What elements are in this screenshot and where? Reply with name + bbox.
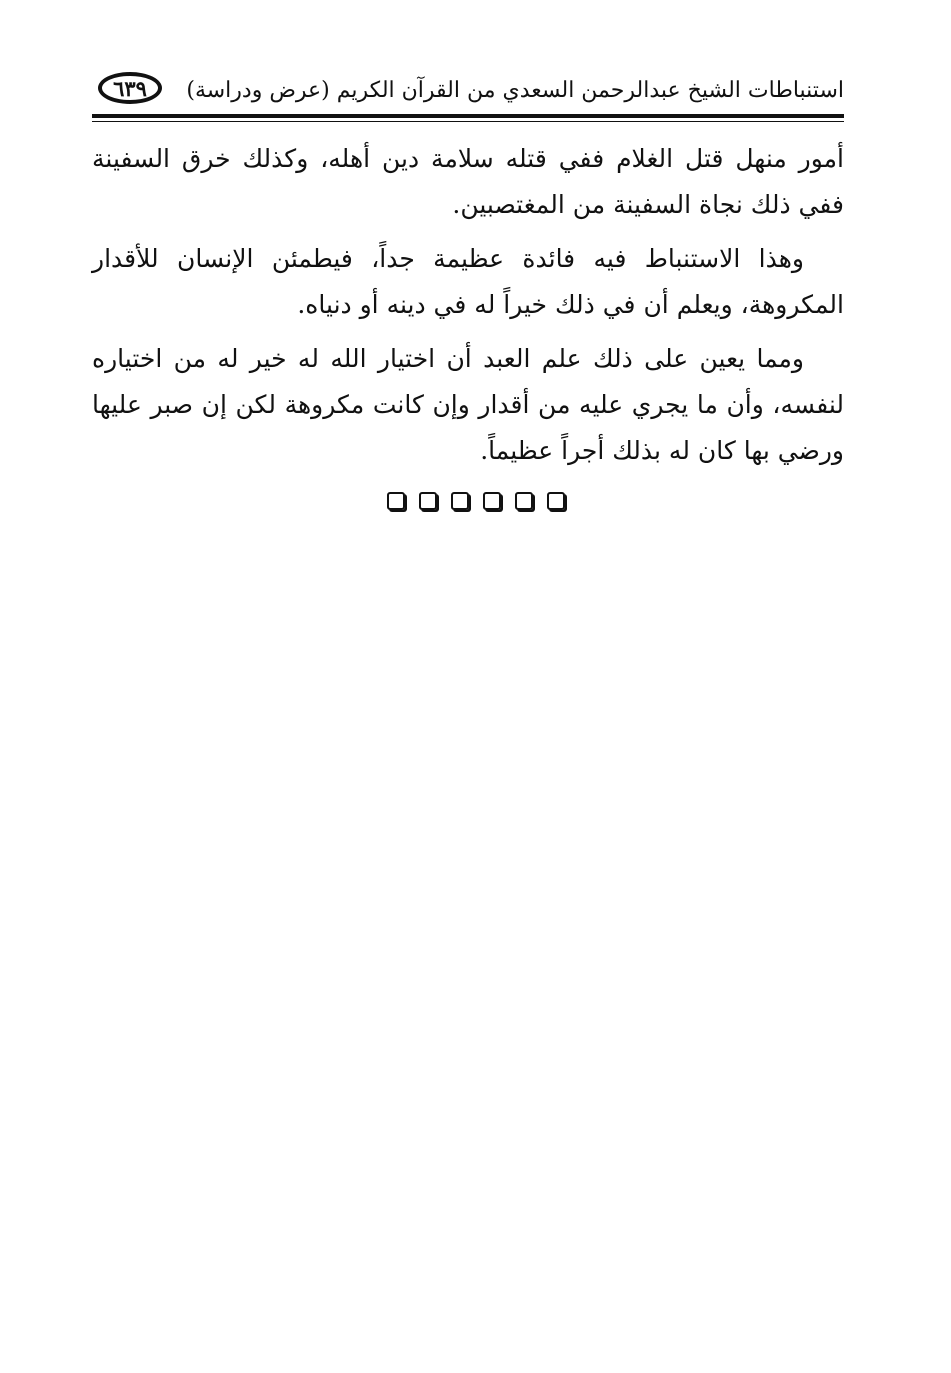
header-rule-thin <box>92 121 844 122</box>
square-outline-icon <box>483 492 501 510</box>
square-outline-icon <box>387 492 405 510</box>
header-rule-thick <box>92 114 844 118</box>
running-title: استنباطات الشيخ عبدالرحمن السعدي من القرآن الكريم (عرض ودراسة) <box>186 78 844 103</box>
square-outline-icon <box>547 492 565 510</box>
body-text <box>92 136 844 482</box>
square-outline-icon <box>451 492 469 510</box>
square-outline-icon <box>419 492 437 510</box>
section-end-ornament <box>0 492 951 510</box>
paragraph-2: وهذا الاستنباط فيه فائدة عظيمة جداً، فيطمئن الإنسان للأقدار المكروهة، ويعلم أن في ذلك خيراً له في دينه أو دنياه. <box>92 244 844 319</box>
paragraph-3: ومما يعين على ذلك علم العبد أن اختيار الله له خير له من اختياره لنفسه، وأن ما يجري عليه من أقدار وإن كانت مكروهة لكن إن صبر عليها ورضي بها كان له بذلك أجراً عظيماً. <box>92 344 844 465</box>
paragraph-1: أمور منهل قتل الغلام ففي قتله سلامة دين أهله، وكذلك خرق السفينة ففي ذلك نجاة السفينة من المغتصبين. <box>92 144 844 219</box>
page-number: ٦٣٩ <box>98 72 162 104</box>
page-header <box>92 66 844 112</box>
square-outline-icon <box>515 492 533 510</box>
